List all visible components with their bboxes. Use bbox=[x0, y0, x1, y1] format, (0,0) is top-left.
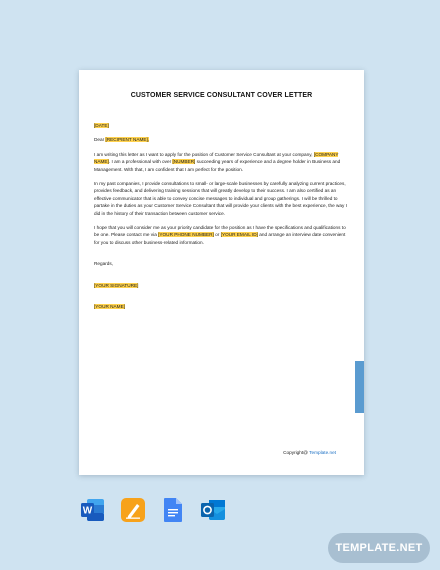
pages-icon[interactable] bbox=[120, 497, 146, 523]
paragraph-1-a: I am writing this letter as I want to apply for the position of Customer Service Consultant at your company, bbox=[94, 151, 313, 157]
closing: Regards, bbox=[94, 261, 114, 267]
paragraph-1 bbox=[94, 151, 349, 173]
name-placeholder: [YOUR NAME] bbox=[94, 304, 125, 310]
document-title: CUSTOMER SERVICE CONSULTANT COVER LETTER bbox=[130, 92, 313, 99]
paragraph-3-c: and arrange an interview date convenient for you to discuss other business-related information. bbox=[94, 232, 346, 245]
greeting-prefix: Dear bbox=[94, 137, 106, 143]
paragraph-3 bbox=[94, 224, 349, 246]
number-placeholder: [NUMBER] bbox=[172, 159, 196, 165]
paragraph-1-c: succeeding years of experience and a degree holder in Business and Management. With that, I am confident that I am perfect for the position. bbox=[94, 159, 341, 172]
date-placeholder: [DATE] bbox=[94, 123, 109, 128]
paragraph-1-b: . I am a professional with over bbox=[108, 159, 173, 165]
format-icons bbox=[80, 497, 226, 523]
svg-text:W: W bbox=[82, 505, 93, 517]
company-placeholder: [COMPANY NAME] bbox=[94, 151, 339, 165]
signature-placeholder: [YOUR SIGNATURE] bbox=[94, 282, 139, 288]
template-net-badge[interactable]: TEMPLATE.NET bbox=[328, 533, 430, 563]
greeting bbox=[94, 136, 349, 143]
outlook-icon[interactable] bbox=[200, 497, 226, 523]
copyright-brand: Template.net bbox=[309, 450, 336, 455]
copyright-prefix: Copyright@ bbox=[283, 450, 310, 455]
google-docs-icon[interactable] bbox=[160, 497, 186, 523]
paragraph-3-a: I hope that you will consider me as your priority candidate for the position as I have the specifications and qualifications to be one. Please contact me via bbox=[94, 225, 346, 238]
scroll-tab[interactable] bbox=[355, 361, 364, 413]
word-icon[interactable] bbox=[80, 497, 106, 523]
phone-placeholder: [YOUR PHONE NUMBER] bbox=[158, 232, 214, 238]
letter-body bbox=[94, 122, 349, 318]
document-page bbox=[79, 70, 364, 475]
recipient-placeholder: [RECIPIENT NAME], bbox=[105, 137, 150, 143]
email-placeholder: [YOUR EMAIL ID] bbox=[220, 232, 258, 238]
paragraph-2: In my past companies, I provide consultations to small- or large-scale businesses by carefully analyzing current practices, provides feedback, and delivering training sessions that will greatly develop to their success. I am also certified as an effective communicator that is able to convey concise messages to individual and group gatherings. I will be thrilled to partake in the duties as your Customer Service Consultant that will provide your clients with the best experience, the way I did in the history of their transaction between customer service. bbox=[94, 181, 347, 216]
paragraph-3-b: or bbox=[213, 232, 221, 238]
copyright-footer bbox=[283, 450, 336, 455]
